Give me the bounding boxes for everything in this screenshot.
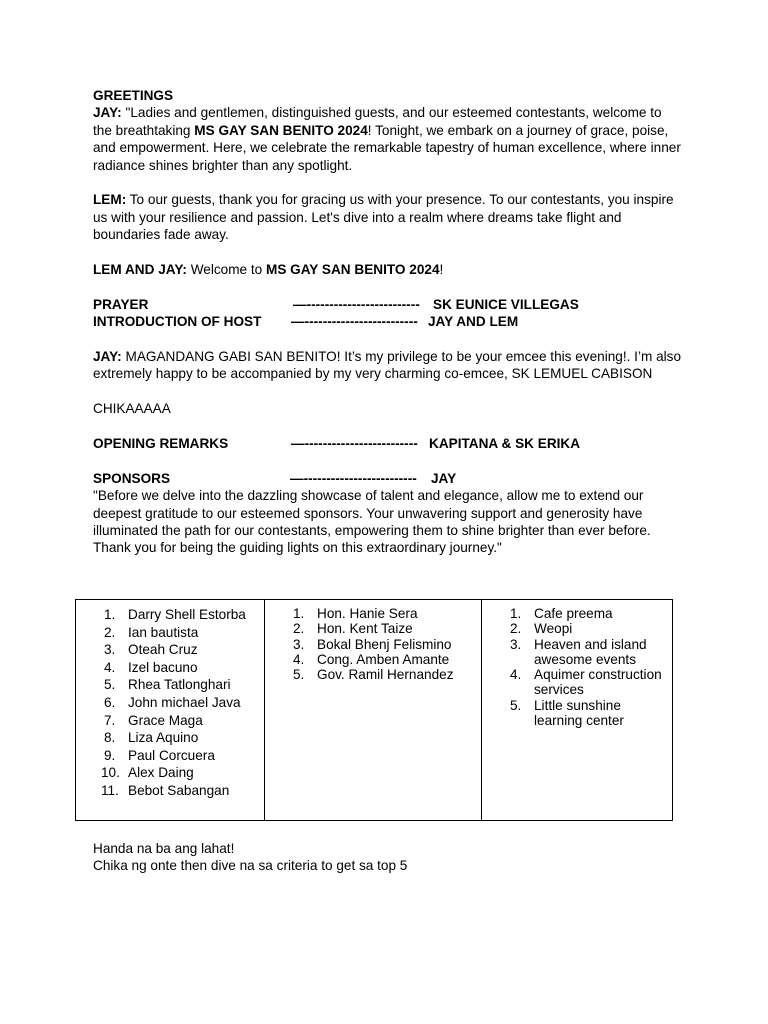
sponsor-list-item [293,621,477,636]
script-body [93,87,683,557]
joint-welcome-paragraph: LEM AND JAY: Welcome to MS GAY SAN BENITO 2024! [93,262,444,278]
sponsor-list-item [104,659,260,677]
program-assignee: JAY [431,470,457,486]
list-number: 5. [510,697,522,713]
sponsor-name: Liza Aquino [128,730,199,746]
event-name: MS GAY SAN BENITO 2024 [194,122,368,138]
program-label: PRAYER [93,296,149,312]
list-number: 7. [104,712,116,728]
sponsor-name: Hon. Hanie Sera [317,606,418,621]
sponsor-name: Paul Corcuera [128,747,215,763]
sponsor-name: Bebot Sabangan [128,782,230,798]
sponsor-list-item [104,747,260,765]
program-dash: —------------------------- [290,470,417,486]
sponsor-list [510,606,668,728]
program-item-sponsors [93,470,683,487]
sponsor-name: Gov. Ramil Hernandez [317,667,454,683]
greetings-heading: GREETINGS [93,88,174,103]
sponsor-list-item [510,606,668,621]
list-number: 1. [104,607,116,622]
list-number: 4. [104,659,116,675]
event-name: MS GAY SAN BENITO 2024 [266,262,440,278]
program-item-opening [93,435,683,452]
closing-line-2: Chika ng onte then dive na sa criteria to get sa top 5 [93,858,408,874]
sponsor-name: Grace Maga [128,712,203,728]
list-number: 6. [104,694,116,710]
sponsor-name: Aquimer construction services [534,667,662,698]
speaker-label: LEM AND JAY: [93,262,187,278]
program-assignee: SK EUNICE VILLEGAS [433,296,579,312]
sponsor-name: Rhea Tatlonghari [128,677,231,693]
sponsor-name: Izel bacuno [128,659,198,675]
program-item-prayer [93,296,683,313]
list-number: 3. [293,636,305,652]
program-label: INTRODUCTION OF HOST [93,314,262,330]
program-item-intro [93,313,683,330]
sponsor-list-item [104,624,260,642]
sponsor-name: Hon. Kent Taize [317,621,413,637]
sponsor-name: John michael Java [128,694,241,710]
sponsor-list-item [510,621,668,636]
sponsor-list-item [510,667,668,698]
sponsor-list-item [104,676,260,694]
program-dash: —------------------------- [293,296,420,312]
list-number: 5. [293,667,305,683]
sponsor-name: Cong. Amben Amante [317,651,450,667]
program-dash: —------------------------- [291,436,418,451]
sponsor-list-item [293,606,477,621]
sponsor-name: Oteah Cruz [128,642,198,658]
sponsor-list-item [104,606,260,624]
list-number: 2. [104,624,116,640]
sponsor-name: Bokal Bhenj Felismino [317,636,452,652]
sponsor-name: Ian bautista [128,624,199,640]
sponsor-name: Alex Daing [128,765,194,781]
sponsor-list [101,606,260,800]
speaker-label: JAY: [93,105,122,121]
sponsor-list-item [101,782,260,800]
sponsor-list-item [510,637,668,668]
closing-line-1: Handa na ba ang lahat! [93,841,235,856]
sponsor-list-item [104,641,260,659]
list-number: 3. [510,636,522,652]
list-number: 10. [101,765,120,781]
list-number: 5. [104,677,116,693]
sponsor-list-item [293,667,477,682]
sponsors-quote: "Before we delve into the dazzling showcase of talent and elegance, allow me to extend our deepest gratitude to our esteemed sponsors. Your unwavering support and generosity have illuminated the path for our contestants, empowering them to shine brighter than ever before. Thank you for being the guiding lights on this extraordinary journey." [93,488,651,556]
lem-greeting-paragraph: LEM: To our guests, thank you for gracing us with your presence. To our contestants, you inspire us with your resilience and passion. Let's dive into a realm where dreams take flight and boundaries fade away. [93,192,674,243]
program-label: SPONSORS [93,470,171,486]
list-number: 8. [104,730,116,746]
sponsor-name: Darry Shell Estorba [128,607,246,622]
program-dash: —------------------------- [291,314,418,330]
sponsor-name: Cafe preema [534,606,613,621]
program-assignee: KAPITANA & SK ERIKA [429,436,581,451]
list-number: 1. [293,606,305,621]
sponsors-column-officials [264,600,481,820]
jay-intro-paragraph: JAY: MAGANDANG GABI SAN BENITO! It’s my privilege to be your emcee this evening!. I’m also extremely happy to be accompanied by my very charming co-emcee, SK LEMUEL CABISON [93,349,682,382]
sponsor-list-item [101,764,260,782]
sponsors-column-individuals [76,600,264,820]
list-number: 9. [104,747,116,763]
list-number: 4. [510,667,522,683]
list-number: 2. [293,621,305,637]
list-number: 3. [104,642,116,658]
sponsor-list-item [510,698,668,729]
list-number: 4. [293,651,305,667]
sponsor-list-item [104,729,260,747]
speaker-label: JAY: [93,349,122,364]
speaker-label: LEM: [93,192,127,208]
program-assignee: JAY AND LEM [428,314,519,330]
sponsor-name: Weopi [534,621,573,637]
sponsor-name: Little sunshine learning center [534,697,624,729]
sponsor-list-item [104,694,260,712]
list-number: 1. [510,606,522,621]
sponsors-table [75,599,673,821]
sponsor-list-item [293,637,477,652]
sponsor-list [293,606,477,682]
sponsors-column-businesses [481,600,672,820]
sponsor-list-item [293,652,477,667]
closing-notes [93,840,683,875]
list-number: 2. [510,621,522,637]
jay-greeting-paragraph: JAY: "Ladies and gentlemen, distinguished guests, and our esteemed contestants, welcome to the breathtaking MS GAY SAN BENITO 2024! Tonight, we embark on a journey of grace, poise, and empowerment. Here, we celebrate the remarkable tapestry of human excellence, where inner radiance shines brighter than any spotlight. [93,105,681,173]
sponsor-name: Heaven and island awesome events [534,636,647,667]
chika-line: CHIKAAAAA [93,401,171,417]
list-number: 11. [101,782,119,798]
sponsor-list-item [104,712,260,730]
program-label: OPENING REMARKS [93,436,229,451]
